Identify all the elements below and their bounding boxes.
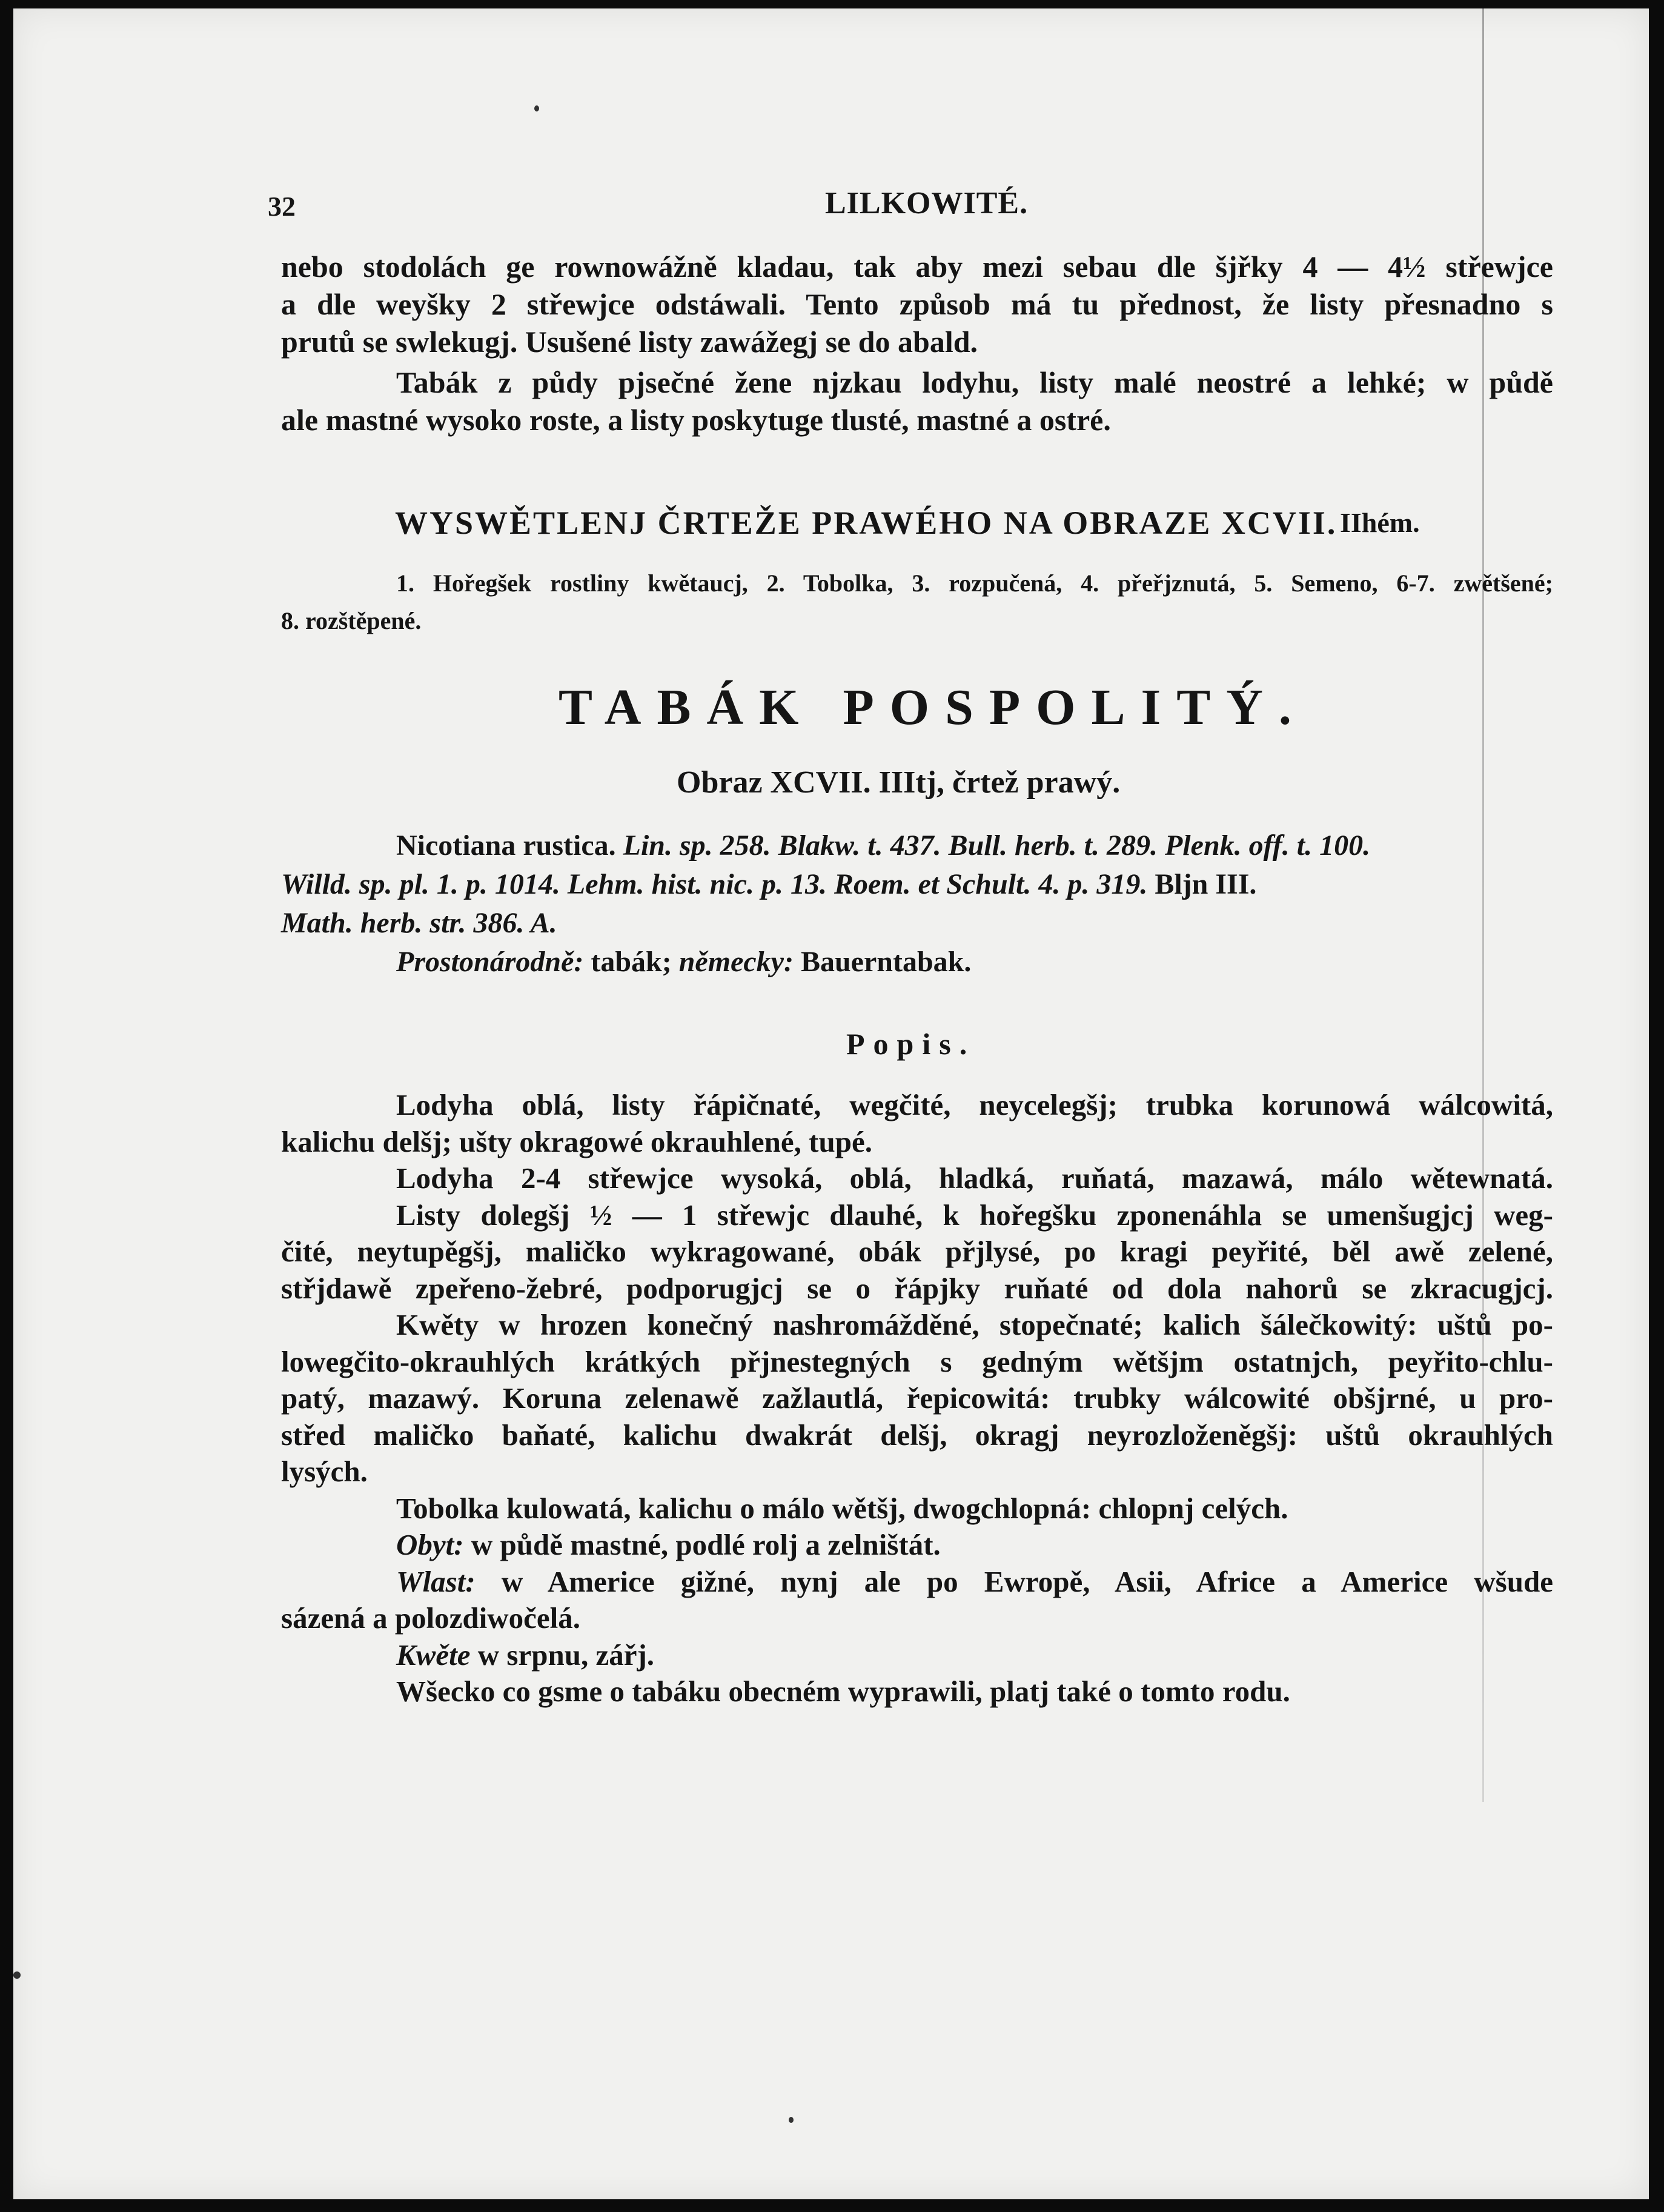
text-line: Listy dolegšj ½ — 1 střewjc dlauhé, k hořegšku zponenáhla se umenšugjcj weg- — [396, 1198, 1553, 1232]
species-title: TABÁK POSPOLITÝ. — [559, 679, 1307, 736]
text-line: ale mastné wysoko roste, a listy poskytuge tlusté, mastné a ostré. — [281, 403, 1111, 437]
reference-line — [281, 865, 1553, 904]
vernacular-names: Prostonárodně: tabák; německy: Bauerntabak. — [396, 946, 972, 978]
book-page — [13, 8, 1649, 2199]
reference-citations: Math. herb. str. 386. A. — [281, 907, 557, 939]
ink-speck — [13, 1971, 21, 1979]
intro-paragraph — [281, 248, 1553, 360]
text-line: prutů se swlekugj. Usušené listy zawážegj se do abald. — [281, 325, 978, 359]
text-line: Kwěty w hrozen konečný nashromážděné, stopečnaté; kalich šálečkowitý: uštů po- — [396, 1308, 1553, 1341]
explanation-list — [281, 565, 1553, 640]
text-line: Tobolka kulowatá, kalichu o málo wětšj, dwogchlopná: chlopnj celých. — [396, 1491, 1288, 1525]
explanation-heading: WYSWĚTLENJ ČRTEŽE PRAWÉHO NA OBRAZE XCVII. — [395, 505, 1337, 541]
references-block — [281, 826, 1553, 981]
text-line: sázená a polozdiwočelá. — [281, 1601, 581, 1635]
origin-label: Wlast: — [396, 1564, 476, 1598]
reference-line — [281, 826, 1553, 865]
explanation-heading-suffix: IIhém. — [1340, 507, 1420, 538]
origin-line: Wlast: w Americe gižné, nynj ale po Ewropě, Asii, Africe a Americe wšude — [396, 1564, 1553, 1598]
page-number: 32 — [268, 191, 296, 222]
text-line: lowegčito-okrauhlých krátkých přjnestegných s gedným wětšjm ostatnjch, peyřito-chlu- — [281, 1344, 1553, 1378]
text-line: Lodyha 2-4 střewjce wysoká, oblá, hladká, ruňatá, mazawá, málo wětewnatá. — [396, 1161, 1553, 1195]
text-line: nebo stodolách ge rownowážně kladau, tak aby mezi sebau dle šjřky 4 — 4½ střewjce — [281, 250, 1553, 284]
text-line: střed maličko baňaté, kalichu dwakrát delšj, okragj neyrozloženěgšj: uštů okrauhlých — [281, 1418, 1553, 1452]
text-line: kalichu delšj; ušty okragowé okrauhlené, tupé. — [281, 1124, 873, 1158]
soil-paragraph — [281, 364, 1553, 439]
text-line: střjdawě zpeřeno-žebré, podporugjcj se o řápjky ruňaté od dola nahorů se zkracugjcj. — [281, 1271, 1553, 1305]
closing-line: Wšecko co gsme o tabáku obecném wyprawili, platj také o tomto rodu. — [396, 1675, 1290, 1708]
flowering-label: Kwěte — [396, 1638, 471, 1672]
scientific-name: Nicotiana rustica. — [396, 829, 616, 862]
text-line: 8. rozštěpené. — [281, 607, 422, 634]
ink-speck — [789, 2117, 794, 2123]
popis-heading: Popis. — [846, 1027, 976, 1061]
text-line: a dle weyšky 2 střewjce odstáwali. Tento způsob má tu přednost, že listy přesnadno s — [281, 287, 1553, 321]
text-line: Tabák z půdy pjsečné žene njzkau lodyhu, listy malé neostré a lehké; w půdě — [396, 365, 1553, 399]
reference-citations: Lin. sp. 258. Blakw. t. 437. Bull. herb. t. 289. Plenk. off. t. 100. — [623, 829, 1371, 862]
description-block — [281, 1087, 1553, 1710]
habitat-line: Obyt: w půdě mastné, podlé rolj a zelništát. — [396, 1528, 941, 1561]
text-line: Lodyha oblá, listy řápičnaté, wegčité, neycelegšj; trubka korunowá wálcowitá, — [396, 1088, 1553, 1121]
flowering-line: Kwěte w srpnu, zářj. — [396, 1638, 655, 1672]
reference-citations: Willd. sp. pl. 1. p. 1014. Lehm. hist. nic. p. 13. Roem. et Schult. 4. p. 319. — [281, 868, 1148, 900]
text-line: čité, neytupěgšj, maličko wykragowané, obák přjlysé, po kragi peyřité, běl awě zelené, — [281, 1235, 1553, 1268]
habitat-label: Obyt: — [396, 1528, 464, 1561]
ink-speck — [534, 105, 539, 111]
text-line: 1. Hořegšek rostliny kwětaucj, 2. Tobolka, 3. rozpučená, 4. přeřjznutá, 5. Semeno, 6-7. zwětšené; — [396, 570, 1553, 597]
text-line: lysých. — [281, 1455, 368, 1488]
text-line: patý, mazawý. Koruna zelenawě zažlautlá, řepicowitá: trubky wálcowité obšjrné, u pro- — [281, 1381, 1553, 1415]
plate-reference: Obraz XCVII. IIItj, črtež prawý. — [677, 765, 1121, 800]
running-title: LILKOWITÉ. — [825, 186, 1029, 221]
reference-line — [281, 904, 1553, 943]
reference-plain: Bljn III. — [1155, 868, 1257, 900]
